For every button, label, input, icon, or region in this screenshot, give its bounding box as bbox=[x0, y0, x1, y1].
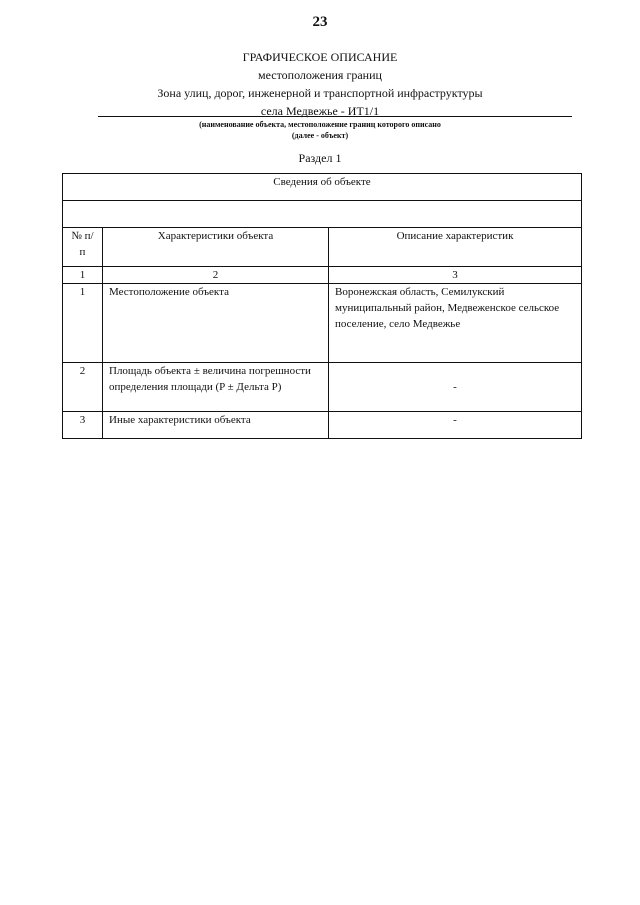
row-characteristic: Иные характеристики объекта bbox=[103, 412, 329, 439]
column-number-row bbox=[63, 267, 582, 284]
page-number: 23 bbox=[312, 14, 328, 30]
row-no: 3 bbox=[63, 412, 103, 439]
header-description: Описание характеристик bbox=[329, 228, 582, 267]
note-line: (далее - объект) bbox=[291, 131, 349, 140]
header-no: № п/п bbox=[63, 228, 103, 267]
document-title bbox=[70, 48, 570, 120]
title-line: ГРАФИЧЕСКОЕ ОПИСАНИЕ bbox=[242, 50, 398, 64]
table-title-row bbox=[63, 174, 582, 201]
column-number: 2 bbox=[103, 267, 329, 284]
title-underline bbox=[98, 116, 572, 117]
row-no: 2 bbox=[63, 363, 103, 412]
table-row bbox=[63, 363, 582, 412]
empty-cell bbox=[63, 201, 582, 228]
section-title: Раздел 1 bbox=[298, 151, 342, 165]
title-line: местоположения границ bbox=[258, 68, 382, 82]
table-header-row bbox=[63, 228, 582, 267]
row-description: Воронежская область, Семилукский муниципальный район, Медвеженское сельское поселение, село Медвежье bbox=[329, 284, 582, 363]
column-number: 3 bbox=[329, 267, 582, 284]
table-row bbox=[63, 284, 582, 363]
row-no: 1 bbox=[63, 284, 103, 363]
table-row bbox=[63, 412, 582, 439]
row-description: - bbox=[329, 363, 582, 412]
table-title: Сведения об объекте bbox=[63, 174, 582, 201]
note-line: (наименование объекта, местоположение границ которого описано bbox=[199, 120, 441, 129]
title-note bbox=[70, 119, 570, 141]
row-description: - bbox=[329, 412, 582, 439]
row-characteristic: Площадь объекта ± величина погрешности определения площади (P ± Дельта P) bbox=[103, 363, 329, 412]
row-characteristic: Местоположение объекта bbox=[103, 284, 329, 363]
table-empty-row bbox=[63, 201, 582, 228]
title-line: села Медвежье - ИТ1/1 bbox=[260, 104, 380, 118]
title-line: Зона улиц, дорог, инженерной и транспортной инфраструктуры bbox=[157, 86, 483, 100]
column-number: 1 bbox=[63, 267, 103, 284]
object-info-table bbox=[62, 173, 582, 439]
header-characteristic: Характеристики объекта bbox=[103, 228, 329, 267]
